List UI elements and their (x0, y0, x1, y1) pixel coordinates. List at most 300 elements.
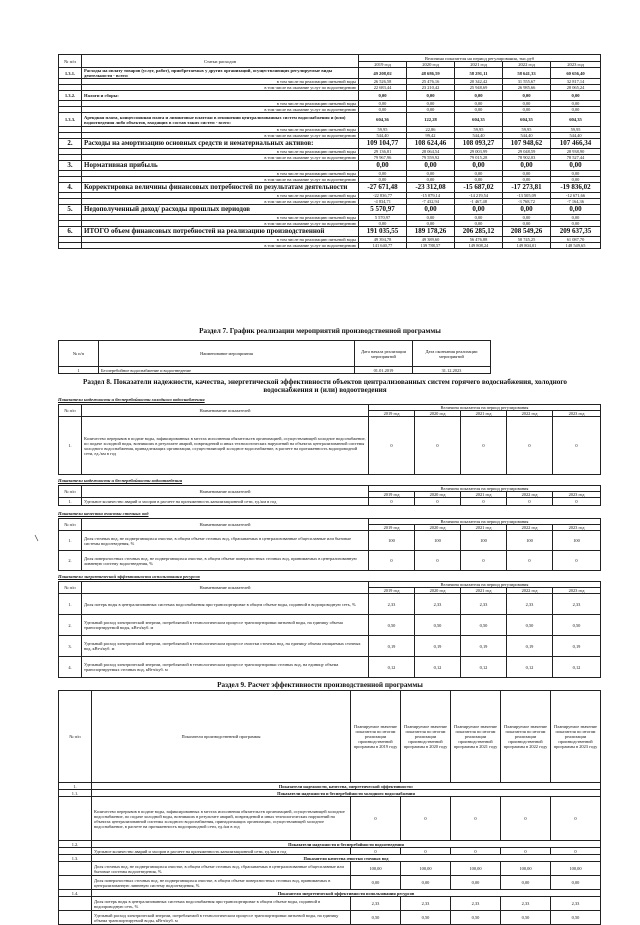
indicator-name: Количество перерывов в подаче воды, зафиксированных в местах исполнения обязательств организацией, осуществляющей холодное водоснабжение, по подаче холодной воды, возникших в результате аварий, повреждений и иных технологических нарушений на объектах централизованной системы холодного водоснабжения, принадлежащих организации, осуществляющей холодное водоснабжение, в расчете на протяженность водопроводной сети, ед./км в год (92, 797, 351, 841)
indicator-name: Удельное количество аварий и засоров в расчете на протяженность канализационной сети, ед./км в год (82, 498, 369, 506)
expense-value: 149 804,01 (503, 243, 551, 249)
col-header-no: № п/п (59, 405, 82, 417)
expense-value: 0,00 (359, 221, 407, 227)
expense-value: 0,00 (503, 177, 551, 183)
expense-value: 0,00 (503, 107, 551, 113)
expense-name: в том числе на реализацию питьевой воды (82, 149, 359, 155)
section-7-title: Раздел 7. График реализации мероприятий производственной программы (199, 327, 441, 335)
expense-value: 28 064,54 (407, 149, 455, 155)
indicator-value: 0 (401, 848, 451, 855)
expense-value: -12 671,66 (551, 193, 601, 199)
col-header-no: № п/п (59, 486, 82, 498)
expense-name: в том числе на оказание услуг по водоотведению (82, 107, 359, 113)
expense-value: 0,00 (551, 177, 601, 183)
indicator-name: Удельный расход электрической энергии, потребляемой в технологическом процессе транспортировки питьевой воды, на единицу объема транспортируемой воды, кВтч/куб. м (82, 615, 369, 636)
expense-name: в том числе на реализацию питьевой воды (82, 237, 359, 243)
indicator-value: 0,50 (507, 615, 553, 636)
expense-value: 0,00 (407, 91, 455, 101)
expense-value: 0,00 (455, 91, 503, 101)
col-header-plan: Планируемое значение показателя по итогам реализации производственной программы в 2023 году (551, 691, 601, 783)
expense-value: 544,40 (455, 133, 503, 139)
indicator-value: 2,33 (551, 897, 601, 911)
expense-value: 604,35 (551, 113, 601, 127)
year-header: 2020 год (407, 62, 455, 68)
indicator-value: 0,12 (369, 657, 415, 678)
expenses-table (58, 54, 601, 249)
indicator-name: Доля сточных вод, не подвергающихся очистке, в общем объеме сточных вод, сбрасываемых в централизованные общесплавные или бытовые системы водоотведения, % (92, 862, 351, 876)
expense-value: 79 559,92 (407, 155, 455, 161)
expense-value: 79 967,96 (359, 155, 407, 161)
row-no: 1. (59, 417, 82, 475)
indicator-value: 0 (461, 417, 507, 475)
year-header: 2021 год (461, 525, 507, 531)
indicator-value: 0,12 (507, 657, 553, 678)
year-header: 2021 год (461, 492, 507, 498)
indicator-value: 0,12 (415, 657, 461, 678)
expense-row (59, 161, 601, 171)
indicator-value: 100,00 (451, 862, 501, 876)
year-header: 2023 год (553, 411, 601, 417)
expense-value: 189 178,26 (407, 227, 455, 237)
expense-value: -19 836,02 (551, 183, 601, 193)
expense-row (59, 243, 601, 249)
expense-name: в том числе на оказание услуг по водоотведению (82, 155, 359, 161)
expense-value: 28 938,90 (551, 149, 601, 155)
expense-value: 0,00 (455, 107, 503, 113)
row-no (59, 897, 92, 911)
group-heading: Показатели надежности и бесперебойности холодного водоснабжения (92, 790, 601, 797)
expense-value: 0,00 (407, 107, 455, 113)
col-header-name: Наименование показателей (82, 405, 369, 417)
year-header: 2023 год (551, 62, 601, 68)
group-title-drainage: Показатели надежности и бесперебойности водоотведения (58, 478, 183, 483)
expense-row (59, 113, 601, 127)
year-header: 2020 год (415, 492, 461, 498)
indicator-value: 100 (507, 531, 553, 551)
indicator-value: 0,50 (553, 615, 601, 636)
col-header-name: Наименование мероприятия (99, 341, 355, 367)
expense-name: Нормативная прибыль (82, 161, 359, 171)
year-header: 2023 год (553, 525, 601, 531)
expense-value: 29 048,59 (503, 149, 551, 155)
expense-name: Недополученный доход/ расходы прошлых периодов (82, 205, 359, 215)
indicator-value: 0,50 (501, 911, 551, 925)
expense-value: 604,35 (503, 113, 551, 127)
row-no (59, 911, 92, 925)
expense-value: 31 555,67 (503, 79, 551, 85)
expense-value: 29 136,81 (359, 149, 407, 155)
indicators-table-drainage (58, 485, 601, 506)
indicators-table-wastewater (58, 518, 601, 571)
expense-value: 22 683,44 (359, 85, 407, 91)
indicator-value: 0 (501, 797, 551, 841)
expense-value: 107 466,34 (551, 139, 601, 149)
expense-value: 0,00 (359, 177, 407, 183)
indicator-value: 0 (351, 848, 401, 855)
expense-name: в том числе на оказание услуг по водоотведению (82, 199, 359, 205)
expense-value: 28 065,24 (551, 85, 601, 91)
indicator-value: 2,33 (451, 897, 501, 911)
col-header-name: Наименование показателей (82, 582, 369, 594)
indicator-value: 0,19 (507, 636, 553, 657)
expense-value: 58 291,11 (455, 68, 503, 79)
efficiency-row (59, 897, 601, 911)
row-no: 1. (59, 594, 82, 615)
expense-value: 59,95 (455, 127, 503, 133)
expense-value: 122,28 (407, 113, 455, 127)
indicator-value: 100 (415, 531, 461, 551)
indicator-value: 2,33 (553, 594, 601, 615)
pen-mark (34, 534, 40, 542)
indicator-value: 0 (369, 498, 415, 506)
indicator-value: 0 (507, 498, 553, 506)
row-no: 1. (59, 531, 82, 551)
expense-value: 5 570,97 (359, 205, 407, 215)
indicator-value: 0,50 (369, 615, 415, 636)
row-no: 4. (59, 183, 82, 193)
efficiency-row (59, 790, 601, 797)
group-title-energy: Показатели энергетической эффективности использования ресурсов (58, 574, 200, 579)
expense-value: 139 788,57 (407, 243, 455, 249)
expense-value: -17 273,81 (503, 183, 551, 193)
col-header-plan: Планируемое значение показателя по итогам реализации производственной программы в 2022 году (501, 691, 551, 783)
expense-row (59, 139, 601, 149)
row-no (59, 848, 92, 855)
indicator-value: 0,12 (553, 657, 601, 678)
col-header-period: Величина показателя на период регулирования (369, 486, 601, 492)
expense-value: 78 902,03 (503, 155, 551, 161)
indicators-table-energy (58, 581, 601, 678)
expense-name: в том числе на реализацию питьевой воды (82, 127, 359, 133)
row-no (59, 876, 92, 890)
expense-value: 209 637,35 (551, 227, 601, 237)
col-header-plan: Планируемое значение показателя по итогам реализации производственной программы в 2021 году (451, 691, 501, 783)
expense-value: -4 834,71 (359, 199, 407, 205)
expense-value: 0,00 (551, 107, 601, 113)
group-heading: Показатели надежности и бесперебойности водоотведения (92, 841, 601, 848)
expense-name: в том числе на реализацию питьевой воды (82, 79, 359, 85)
indicator-value: 100 (553, 531, 601, 551)
expense-value: 61 087,70 (551, 237, 601, 243)
indicator-name: Доля потерь воды в централизованных системах водоснабжения при транспортировке в общем объеме воды, поданной в водопроводную сеть, % (92, 897, 351, 911)
expense-value: 0,00 (359, 107, 407, 113)
expense-value: 56 476,88 (455, 237, 503, 243)
efficiency-table (58, 690, 601, 925)
indicator-value: 0 (401, 797, 451, 841)
year-header: 2019 год (359, 62, 407, 68)
indicator-value: 2,33 (351, 897, 401, 911)
expense-value: 32 817,14 (551, 79, 601, 85)
indicator-value: 0,50 (551, 911, 601, 925)
indicator-value: 0 (351, 797, 401, 841)
expense-value: 5 570,97 (359, 215, 407, 221)
expense-name: Расходы на оплату товаров (услуг, работ), приобретаемых у других организаций, осуществляющих регулируемые виды деятельности - всего: (82, 68, 359, 79)
expense-name: в том числе на оказание услуг по водоотведению (82, 221, 359, 227)
indicator-value: 0 (369, 551, 415, 571)
indicator-name: Доля поверхностных сточных вод, не подвергающихся очистке, в общем объеме поверхностных сточных вод, принимаемых в централизованную ливневую систему водоотведения, % (92, 876, 351, 890)
expense-name: в том числе на оказание услуг по водоотведению (82, 177, 359, 183)
row-no (59, 243, 82, 249)
group-title-water: Показатели надежности и бесперебойности холодного водоснабжения (58, 397, 205, 402)
expense-value: 26 526,58 (359, 79, 407, 85)
indicator-value: 100,00 (551, 862, 601, 876)
expense-value: 48 686,59 (407, 68, 455, 79)
row-no: 1.4. (59, 890, 92, 897)
expense-name: в том числе на оказание услуг по водоотведению (82, 243, 359, 249)
year-header: 2021 год (461, 411, 507, 417)
expense-value: 0,00 (407, 171, 455, 177)
expense-value: 544,40 (359, 133, 407, 139)
expense-value: 0,00 (455, 101, 503, 107)
indicator-value: 0 (461, 551, 507, 571)
col-header-period: Величина показателя на период регулирования (369, 582, 601, 588)
expense-value: 0,00 (551, 215, 601, 221)
expense-value: 25 476,16 (407, 79, 455, 85)
expense-value: 58 745,25 (503, 237, 551, 243)
section-8-title: Раздел 8. Показатели надежности, качества, энергетической эффективности объектов централизованных систем горячего водоснабжения, холодного водоснабжения и (или) водоотведения (82, 378, 568, 394)
row-no: 1.3. (59, 855, 92, 862)
year-header: 2020 год (415, 525, 461, 531)
expense-value: -15 687,02 (455, 183, 503, 193)
indicator-value: 0,19 (369, 636, 415, 657)
expense-value: 22,86 (407, 127, 455, 133)
expense-value: -27 671,48 (359, 183, 407, 193)
indicator-value: 100,00 (351, 862, 401, 876)
expense-value: 59,95 (551, 127, 601, 133)
indicator-name: Удельный расход электрической энергии, потребляемой в технологическом процессе транспортировки сточных вод, на единицу объема транспортируемых сточных вод, кВтч/куб. м (82, 657, 369, 678)
row-no (59, 797, 92, 841)
indicator-value: 0,19 (553, 636, 601, 657)
indicator-value: 0 (553, 551, 601, 571)
expense-row (59, 183, 601, 193)
expense-value: 59,95 (503, 127, 551, 133)
schedule-end: 31.12.2023 (413, 367, 491, 374)
indicator-name: Доля потерь воды в централизованных системах водоснабжения при транспортировке в общем объеме воды, поданной в водопроводную сеть, % (82, 594, 369, 615)
expense-value: 109 104,77 (359, 139, 407, 149)
expense-value: 0,00 (551, 161, 601, 171)
expense-value: 59,95 (359, 127, 407, 133)
expense-value: -7 432,94 (407, 199, 455, 205)
row-no: 2. (59, 615, 82, 636)
expense-value: 26 985,66 (503, 85, 551, 91)
indicator-value: 2,33 (415, 594, 461, 615)
schedule-start: 01.01.2019 (355, 367, 413, 374)
schedule-no: 1 (59, 367, 99, 374)
group-title-wastewater: Показатели качества очистки сточных вод (58, 511, 149, 516)
col-header-name: Наименование показателей (82, 486, 369, 498)
expense-value: 0,00 (455, 205, 503, 215)
indicator-value: 0,50 (461, 615, 507, 636)
indicator-name: Количество перерывов в подаче воды, зафиксированных в местах исполнения обязательств организацией, осуществляющей холодное водоснабжение, по подаче холодной воды, возникших в результате аварий, повреждений и иных технологических нарушений на объектах централизованной системы холодного водоснабжения, принадлежащих организации, осуществляющей холодное водоснабжение, в расчете на протяженность водопроводной сети, ед./км в год (82, 417, 369, 475)
group-heading: Показатели энергетической эффективности использования ресурсов (92, 890, 601, 897)
indicator-value: 100,00 (501, 862, 551, 876)
expense-value: 99,42 (407, 133, 455, 139)
efficiency-row (59, 848, 601, 855)
expense-value: 0,00 (551, 101, 601, 107)
year-header: 2020 год (415, 588, 461, 594)
row-no: 2. (59, 139, 82, 149)
indicator-value: 0 (553, 417, 601, 475)
indicator-value: 0,00 (351, 876, 401, 890)
col-header-no: № п/п (59, 691, 92, 783)
indicator-value: 0,50 (451, 911, 501, 925)
row-no: 4. (59, 657, 82, 678)
efficiency-row (59, 862, 601, 876)
row-no: 6. (59, 227, 82, 237)
indicator-value: 0,00 (451, 876, 501, 890)
col-header-plan: Планируемое значение показателя по итогам реализации производственной программы в 2020 году (401, 691, 451, 783)
col-header-no: № п/п (59, 341, 99, 367)
row-no: 3. (59, 636, 82, 657)
year-header: 2019 год (369, 411, 415, 417)
indicator-name: Удельное количество аварий и засоров в расчете на протяженность канализационной сети, ед./км в год (92, 848, 351, 855)
expense-value: 79 015,28 (455, 155, 503, 161)
indicator-value: 0,50 (401, 911, 451, 925)
expense-value: 0,00 (551, 91, 601, 101)
expense-value: 0,00 (503, 215, 551, 221)
indicator-value: 100 (369, 531, 415, 551)
expense-value: 108 624,46 (407, 139, 455, 149)
expense-value: 49 394,78 (359, 237, 407, 243)
row-no: 1. (59, 498, 82, 506)
expense-value: 25 948,69 (455, 85, 503, 91)
indicator-value: 0,50 (415, 615, 461, 636)
expense-value: 148 549,65 (551, 243, 601, 249)
expense-row (59, 205, 601, 215)
expense-value: 0,00 (503, 101, 551, 107)
indicator-value: 0 (551, 797, 601, 841)
indicator-value: 2,33 (401, 897, 451, 911)
indicator-value: 0 (551, 848, 601, 855)
year-header: 2021 год (461, 588, 507, 594)
expense-value: 0,00 (455, 171, 503, 177)
indicator-value: 0 (451, 797, 501, 841)
expense-value: -15 879,14 (407, 193, 455, 199)
indicator-value: 0 (415, 417, 461, 475)
year-header: 2021 год (455, 62, 503, 68)
expense-value: 0,00 (503, 171, 551, 177)
indicator-value: 0,00 (401, 876, 451, 890)
section-9-title: Раздел 9. Расчет эффективности производственной программы (217, 681, 423, 689)
row-no: 1.3.2. (59, 91, 82, 101)
expense-value: -14 219,54 (455, 193, 503, 199)
indicator-value: 0 (415, 498, 461, 506)
expense-value: 0,00 (455, 215, 503, 221)
expense-name: в том числе на реализацию питьевой воды (82, 171, 359, 177)
expense-value: 604,36 (359, 113, 407, 127)
row-no (59, 862, 92, 876)
expense-value: 208 549,26 (503, 227, 551, 237)
expense-value: 0,00 (551, 171, 601, 177)
efficiency-row (59, 783, 601, 790)
expense-value: 544,40 (551, 133, 601, 139)
expense-value: 0,00 (455, 221, 503, 227)
expense-value: 191 035,55 (359, 227, 407, 237)
expense-value: 0,00 (503, 91, 551, 101)
indicator-value: 0 (461, 498, 507, 506)
col-header-name: Показатели производственной программы (92, 691, 351, 783)
col-header-items: Статьи расходов (82, 55, 359, 68)
expense-value: 0,00 (407, 161, 455, 171)
indicator-value: 0 (451, 848, 501, 855)
expense-value: 49 208,02 (359, 68, 407, 79)
schedule-name: Бесперебойное водоснабжение и водоотведение (99, 367, 355, 374)
col-header-end: Дата окончания реализации мероприятий (413, 341, 491, 367)
expense-name: в том числе на оказание услуг по водоотведению (82, 85, 359, 91)
efficiency-row (59, 890, 601, 897)
year-header: 2022 год (507, 525, 553, 531)
efficiency-row (59, 797, 601, 841)
expense-value: -1 467,48 (455, 199, 503, 205)
indicator-value: 0 (553, 498, 601, 506)
row-no: 1.3.3. (59, 113, 82, 127)
indicator-value: 0,50 (351, 911, 401, 925)
col-header-no: № п/п (59, 582, 82, 594)
expense-value: 49 389,60 (407, 237, 455, 243)
year-header: 2022 год (503, 62, 551, 68)
expense-row (59, 91, 601, 101)
schedule-table (58, 340, 491, 374)
expense-name: Корректировка величины финансовых потребностей по результатам деятельности (82, 183, 359, 193)
indicator-value: 0 (501, 848, 551, 855)
efficiency-row (59, 855, 601, 862)
indicator-value: 0,00 (501, 876, 551, 890)
indicator-value: 100 (461, 531, 507, 551)
expense-value: 149 808,24 (455, 243, 503, 249)
year-header: 2020 год (415, 411, 461, 417)
indicator-value: 100,00 (401, 862, 451, 876)
expense-value: 0,00 (359, 101, 407, 107)
expense-value: 0,00 (359, 171, 407, 177)
expense-value: 0,00 (503, 221, 551, 227)
indicator-value: 0 (507, 551, 553, 571)
expense-name: Арендная плата, концессионная плата и лизинговые платежи в отношении централизованных систем водоснабжения и (или) водоотведения либо объектов, входящих в состав таких систем - всего: (82, 113, 359, 127)
expense-name: в том числе на реализацию питьевой воды (82, 193, 359, 199)
expense-value: 544,40 (503, 133, 551, 139)
expense-value: -23 312,08 (407, 183, 455, 193)
expense-row (59, 68, 601, 79)
expense-value: 0,00 (359, 161, 407, 171)
indicator-value: 0,19 (461, 636, 507, 657)
expense-value: 29 003,99 (455, 149, 503, 155)
expense-value: 0,00 (503, 205, 551, 215)
col-header-name: Наименование показателей (82, 519, 369, 531)
indicator-value: 2,33 (461, 594, 507, 615)
expense-value: 206 285,12 (455, 227, 503, 237)
expense-value: 604,35 (455, 113, 503, 127)
expense-value: 0,00 (407, 177, 455, 183)
year-header: 2023 год (553, 492, 601, 498)
indicator-name: Удельный расход электрической энергии, потребляемой в технологическом процессе очистки сточных вод, на единицу объема очищаемых сточных вод, кВтч/куб. м (82, 636, 369, 657)
expense-value: 60 656,40 (551, 68, 601, 79)
expense-value: 0,00 (407, 101, 455, 107)
indicator-value: 0 (507, 417, 553, 475)
expense-value: -22 836,77 (359, 193, 407, 199)
indicator-name: Удельный расход электрической энергии, потребляемой в технологическом процессе транспортировки питьевой воды, на единицу объема транспортируемой воды, кВтч/куб. м (92, 911, 351, 925)
group-heading: Показатели качества очистки сточных вод (92, 855, 601, 862)
expense-name: Налоги и сборы: (82, 91, 359, 101)
col-header-plan: Планируемое значение показателя по итогам реализации производственной программы в 2019 году (351, 691, 401, 783)
indicators-table-water (58, 404, 601, 475)
indicator-value: 2,33 (501, 897, 551, 911)
indicator-value: 2,33 (507, 594, 553, 615)
expense-value: -7 164,36 (551, 199, 601, 205)
indicator-name: Доля поверхностных сточных вод, не подвергающихся очистке, в общем объеме поверхностных сточных вод, принимаемых в централизованную ливневую систему водоотведения, % (82, 551, 369, 571)
indicator-value: 0 (415, 551, 461, 571)
indicator-value: 0,12 (461, 657, 507, 678)
expense-value: 141 640,77 (359, 243, 407, 249)
col-header-no: № п/п (59, 55, 82, 68)
